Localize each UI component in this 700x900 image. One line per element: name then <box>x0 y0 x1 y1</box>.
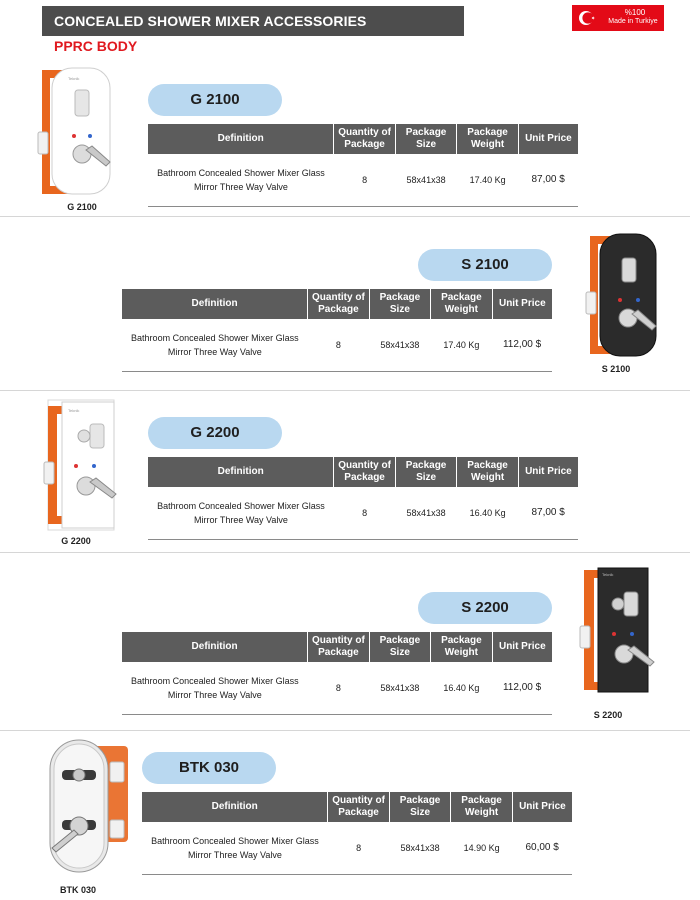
header-price: Unit Price <box>518 124 578 154</box>
product-image-s2200 <box>578 564 670 709</box>
product-caption: G 2200 <box>61 536 91 546</box>
header-weight: Package Weight <box>431 289 492 319</box>
cell-size: 58x41x38 <box>395 487 457 540</box>
product-image-g2200 <box>40 396 132 541</box>
cell-quantity: 8 <box>334 487 396 540</box>
header-price: Unit Price <box>518 457 578 487</box>
header-price: Unit Price <box>492 632 552 662</box>
cell-quantity: 8 <box>328 822 390 875</box>
header-quantity: Quantity of Package <box>328 792 390 822</box>
header-definition: Definition <box>122 289 308 319</box>
spec-table <box>148 457 578 540</box>
section-divider <box>0 552 690 553</box>
spec-table <box>148 124 578 207</box>
header-quantity: Quantity of Package <box>308 289 369 319</box>
table-row <box>122 319 552 372</box>
table-row <box>122 662 552 715</box>
svg-text:Teknik: Teknik <box>68 76 80 81</box>
header-weight: Package Weight <box>457 457 519 487</box>
cell-quantity: 8 <box>334 154 396 207</box>
cell-definition: Bathroom Concealed Shower Mixer Glass Mirror Three Way Valve <box>142 822 328 875</box>
header-weight: Package Weight <box>451 792 513 822</box>
cell-definition: Bathroom Concealed Shower Mixer Glass Mirror Three Way Valve <box>148 154 334 207</box>
header-size: Package Size <box>369 289 430 319</box>
cell-price: 87,00 $ <box>518 154 578 207</box>
header-size: Package Size <box>395 124 457 154</box>
cell-weight: 16.40 Kg <box>431 662 492 715</box>
spec-table <box>122 632 552 715</box>
cell-weight: 17.40 Kg <box>431 319 492 372</box>
turkish-flag-icon <box>574 7 604 29</box>
section-divider <box>0 730 690 731</box>
spec-table <box>142 792 572 875</box>
table-row <box>148 154 578 207</box>
cell-price: 87,00 $ <box>518 487 578 540</box>
header-definition: Definition <box>142 792 328 822</box>
cell-definition: Bathroom Concealed Shower Mixer Glass Mirror Three Way Valve <box>148 487 334 540</box>
model-pill: S 2100 <box>418 249 552 281</box>
spec-table <box>122 289 552 372</box>
page-title: CONCEALED SHOWER MIXER ACCESSORIES <box>54 13 367 29</box>
cell-quantity: 8 <box>308 319 369 372</box>
badge-text: Made in Turkiye <box>608 18 658 25</box>
cell-definition: Bathroom Concealed Shower Mixer Glass Mirror Three Way Valve <box>122 319 308 372</box>
header-definition: Definition <box>148 457 334 487</box>
svg-text:Teknik: Teknik <box>68 408 80 413</box>
product-image-g2100 <box>36 62 128 205</box>
header-bar <box>42 6 464 36</box>
cell-quantity: 8 <box>308 662 369 715</box>
header-size: Package Size <box>395 457 457 487</box>
header-size: Package Size <box>369 632 430 662</box>
cell-price: 112,00 $ <box>492 319 552 372</box>
header-quantity: Quantity of Package <box>334 457 396 487</box>
model-pill: S 2200 <box>418 592 552 624</box>
cell-price: 112,00 $ <box>492 662 552 715</box>
section-divider <box>0 390 690 391</box>
header-size: Package Size <box>389 792 451 822</box>
header-weight: Package Weight <box>457 124 519 154</box>
cell-size: 58x41x38 <box>395 154 457 207</box>
header-price: Unit Price <box>492 289 552 319</box>
header-definition: Definition <box>122 632 308 662</box>
model-pill: G 2200 <box>148 417 282 449</box>
badge-percent: %100 <box>624 8 646 17</box>
cell-weight: 17.40 Kg <box>457 154 519 207</box>
table-row <box>142 822 572 875</box>
cell-size: 58x41x38 <box>369 662 430 715</box>
cell-weight: 14.90 Kg <box>451 822 513 875</box>
table-row <box>148 487 578 540</box>
cell-definition: Bathroom Concealed Shower Mixer Glass Mirror Three Way Valve <box>122 662 308 715</box>
cell-size: 58x41x38 <box>369 319 430 372</box>
cell-price: 60,00 $ <box>512 822 572 875</box>
model-pill: G 2100 <box>148 84 282 116</box>
header-price: Unit Price <box>512 792 572 822</box>
model-pill: BTK 030 <box>142 752 276 784</box>
product-caption: BTK 030 <box>59 885 96 895</box>
cell-size: 58x41x38 <box>389 822 451 875</box>
header-quantity: Quantity of Package <box>308 632 369 662</box>
product-image-btk030 <box>40 736 132 887</box>
header-quantity: Quantity of Package <box>334 124 396 154</box>
product-caption: S 2200 <box>593 710 623 720</box>
section-divider <box>0 216 690 217</box>
svg-text:Teknik: Teknik <box>602 572 614 577</box>
product-caption: G 2100 <box>67 202 97 212</box>
product-image-s2100 <box>582 230 674 365</box>
product-caption: S 2100 <box>601 364 631 374</box>
page-subtitle: PPRC BODY <box>54 38 138 54</box>
header-definition: Definition <box>148 124 334 154</box>
made-in-badge <box>572 5 664 31</box>
header-weight: Package Weight <box>431 632 492 662</box>
cell-weight: 16.40 Kg <box>457 487 519 540</box>
